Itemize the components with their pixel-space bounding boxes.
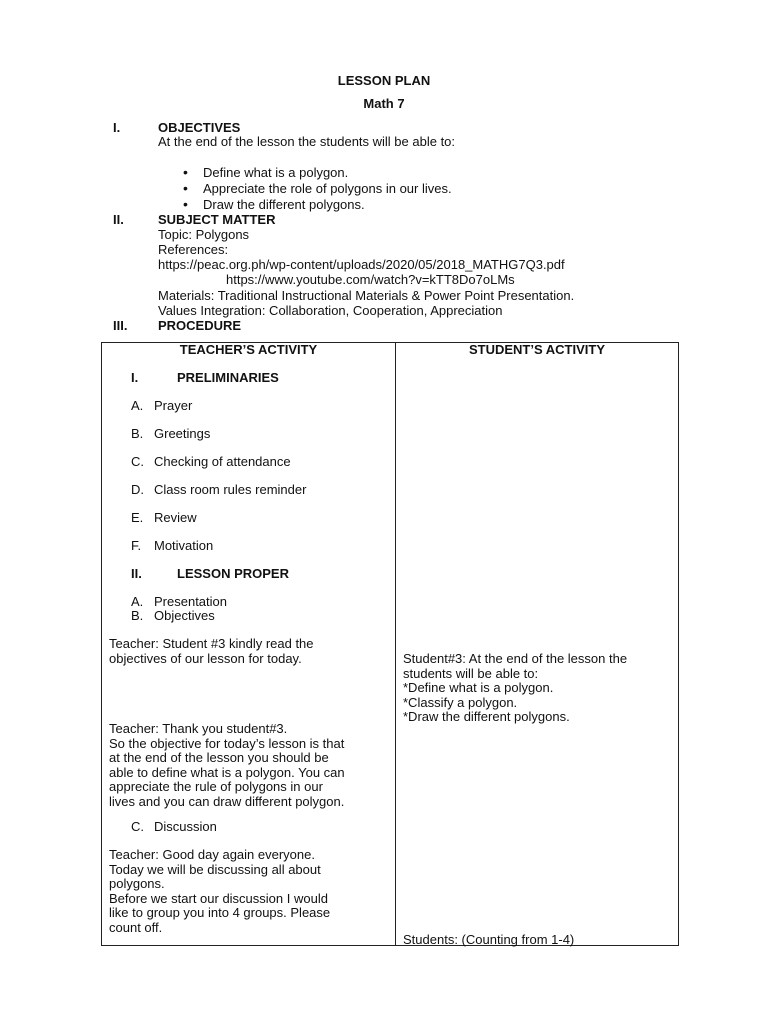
lesson-proper-heading: LESSON PROPER <box>177 566 289 581</box>
topic-line: Topic: Polygons <box>158 227 250 242</box>
procedure-table <box>101 342 679 946</box>
section-numeral-objectives: I. <box>113 120 121 135</box>
bullet-icon: • <box>183 164 188 180</box>
references-label: References: <box>158 242 229 257</box>
teacher-text: Teacher: Student #3 kindly read the <box>109 636 314 651</box>
column-header-student: STUDENT’S ACTIVITY <box>468 342 606 357</box>
section-numeral-procedure: III. <box>113 318 128 333</box>
prelim-item-attendance: Checking of attendance <box>154 454 291 469</box>
teacher-text: count off. <box>109 919 163 935</box>
section-heading-subject: SUBJECT MATTER <box>158 212 276 227</box>
values-line: Values Integration: Collaboration, Cooperation, Appreciation <box>158 303 503 318</box>
prelim-item-letter: F. <box>131 538 142 553</box>
prelim-heading: PRELIMINARIES <box>177 370 279 385</box>
teacher-text: appreciate the rule of polygons in our <box>109 779 323 794</box>
teacher-text: lives and you can draw different polygon. <box>109 793 345 809</box>
lesson-item-presentation: Presentation <box>154 594 227 609</box>
student-text: Students: (Counting from 1-4) <box>403 932 575 947</box>
prelim-item-letter: D. <box>131 482 144 497</box>
prelim-item-review: Review <box>154 510 197 525</box>
prelim-item-letter: E. <box>131 510 144 525</box>
student-text: Student#3: At the end of the lesson the <box>403 651 628 666</box>
student-text: *Define what is a polygon. <box>403 680 554 695</box>
prelim-item-letter: B. <box>131 426 144 441</box>
prelim-item-letter: C. <box>131 454 144 469</box>
teacher-text: like to group you into 4 groups. Please <box>109 905 331 920</box>
section-heading-procedure: PROCEDURE <box>158 318 242 333</box>
objective-item: Define what is a polygon. <box>203 165 349 180</box>
reference-link-2[interactable]: https://www.youtube.com/watch?v=kTT8Do7oLMs <box>226 272 515 287</box>
student-text: students will be able to: <box>403 665 539 681</box>
teacher-activity-column <box>102 343 396 946</box>
objectives-intro: At the end of the lesson the students will be able to: <box>158 134 456 149</box>
teacher-text: able to define what is a polygon. You can <box>109 764 345 780</box>
lesson-item-letter: A. <box>131 594 144 609</box>
lesson-proper-numeral: II. <box>131 566 142 581</box>
objective-item: Draw the different polygons. <box>203 197 365 212</box>
teacher-text: Teacher: Thank you student#3. <box>109 721 288 736</box>
section-heading-objectives: OBJECTIVES <box>158 120 241 135</box>
teacher-text: polygons. <box>109 876 165 891</box>
teacher-text: Teacher: Good day again everyone. <box>109 847 315 862</box>
student-text: *Draw the different polygons. <box>403 709 570 724</box>
teacher-text: So the objective for today’s lesson is that <box>109 735 345 751</box>
discussion-letter: C. <box>131 819 144 834</box>
prelim-item-letter: A. <box>131 398 144 413</box>
objective-item: Appreciate the role of polygons in our lives. <box>203 181 452 196</box>
prelim-item-rules: Class room rules reminder <box>154 482 307 497</box>
page-title: LESSON PLAN <box>337 73 431 88</box>
teacher-text: objectives of our lesson for today. <box>109 650 302 666</box>
teacher-text: Before we start our discussion I would <box>109 890 328 906</box>
prelim-item-prayer: Prayer <box>154 398 193 413</box>
teacher-text: at the end of the lesson you should be <box>109 750 329 765</box>
column-header-teacher: TEACHER’S ACTIVITY <box>179 342 318 357</box>
discussion-label: Discussion <box>154 819 217 834</box>
bullet-icon: • <box>183 180 188 196</box>
prelim-item-motivation: Motivation <box>154 538 214 553</box>
lesson-item-letter: B. <box>131 608 144 623</box>
prelim-numeral: I. <box>131 370 139 385</box>
lesson-item-objectives: Objectives <box>154 608 215 623</box>
page-subtitle: Math 7 <box>363 96 405 111</box>
section-numeral-subject: II. <box>113 212 124 227</box>
materials-line: Materials: Traditional Instructional Materials & Power Point Presentation. <box>158 288 575 303</box>
reference-link-1[interactable]: https://peac.org.ph/wp-content/uploads/2020/05/2018_MATHG7Q3.pdf <box>158 257 565 272</box>
bullet-icon: • <box>183 196 188 212</box>
teacher-text: Today we will be discussing all about <box>109 861 321 877</box>
student-activity-column <box>396 343 679 946</box>
prelim-item-greetings: Greetings <box>154 426 211 441</box>
student-text: *Classify a polygon. <box>403 694 518 710</box>
